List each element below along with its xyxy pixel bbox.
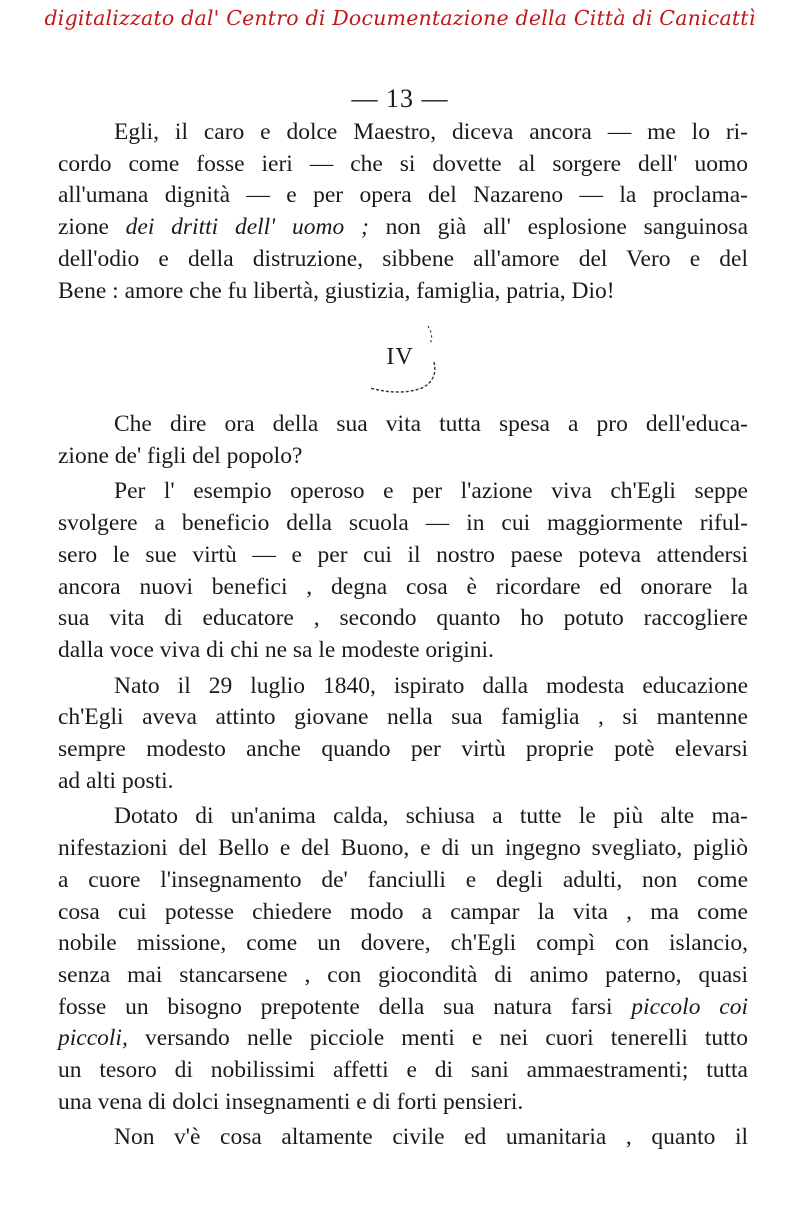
italic-phrase: piccoli, bbox=[58, 1025, 128, 1052]
text-line: cosa cui potesse chiedere modo a campar la vita , ma come bbox=[58, 898, 748, 925]
italic-phrase: piccolo coi bbox=[631, 993, 748, 1020]
text-line: all'umana dignità — e per opera del Nazareno — la proclama- bbox=[58, 182, 748, 209]
text-line: una vena di dolci insegnamenti e di forti pensieri. bbox=[58, 1088, 524, 1115]
text-line: ad alti posti. bbox=[58, 767, 174, 794]
text-line: fosse un bisogno prepotente della sua natura farsi piccolo coi bbox=[58, 993, 748, 1020]
text-line: Nato il 29 luglio 1840, ispirato dalla modesta educazione bbox=[114, 672, 748, 699]
text-line: nifestazioni del Bello e del Buono, e di un ingegno svegliato, pigliò bbox=[58, 835, 748, 862]
text-line: Non v'è cosa altamente civile ed umanitaria , quanto il bbox=[114, 1124, 748, 1151]
text-line: sua vita di educatore , secondo quanto ho potuto raccogliere bbox=[58, 605, 748, 632]
paragraph bbox=[58, 476, 748, 666]
italic-phrase: dei dritti dell' uomo ; bbox=[125, 214, 369, 241]
paragraph bbox=[58, 409, 748, 472]
body-text bbox=[58, 409, 748, 1154]
page-number: — 13 — bbox=[351, 84, 449, 113]
text-line: a cuore l'insegnamento de' fanciulli e degli adulti, non come bbox=[58, 866, 748, 893]
text-line: sempre modesto anche quando per virtù proprie potè elevarsi bbox=[58, 736, 748, 763]
text-line: Bene : amore che fu libertà, giustizia, famiglia, patria, Dio! bbox=[58, 277, 615, 304]
text-line: ancora nuovi benefici , degna cosa è ricordare ed onorare la bbox=[58, 573, 748, 600]
text-line: un tesoro di nobilissimi affetti e di sani ammaestramenti; tutta bbox=[58, 1057, 748, 1084]
text-line: nobile missione, come un dovere, ch'Egli compì con islancio, bbox=[58, 930, 748, 957]
paragraph bbox=[58, 801, 748, 1118]
section-heading: IV bbox=[386, 344, 414, 370]
text-line: sero le sue virtù — e per cui il nostro paese poteva attendersi bbox=[58, 541, 748, 568]
top-paragraph bbox=[58, 117, 748, 307]
watermark: digitalizzato dal' Centro di Documentazione della Città di Canicattì bbox=[44, 6, 756, 30]
text-line: zione de' figli del popolo? bbox=[58, 442, 303, 469]
text-line: dalla voce viva di chi ne sa le modeste origini. bbox=[58, 636, 494, 663]
text-line: senza mai stancarsene , con giocondità di animo paterno, quasi bbox=[58, 961, 748, 988]
text-line: ch'Egli aveva attinto giovane nella sua famiglia , si mantenne bbox=[58, 704, 748, 731]
text-line: zione dei dritti dell' uomo ; non già all' esplosione sanguinosa bbox=[58, 214, 749, 241]
text-line: piccoli, versando nelle picciole menti e nei cuori tenerelli tutto bbox=[58, 1025, 748, 1052]
paragraph bbox=[58, 1122, 748, 1154]
text-line: cordo come fosse ieri — che si dovette al sorgere dell' uomo bbox=[58, 150, 748, 177]
paragraph bbox=[58, 671, 748, 798]
text-line: Che dire ora della sua vita tutta spesa a pro dell'educa- bbox=[114, 411, 748, 437]
text-line: Dotato di un'anima calda, schiusa a tutte le più alte ma- bbox=[114, 803, 748, 830]
text-line: Per l' esempio operoso e per l'azione viva ch'Egli seppe bbox=[114, 478, 748, 505]
text-line: svolgere a beneficio della scuola — in cui maggiormente riful- bbox=[58, 510, 748, 537]
text-line: Egli, il caro e dolce Maestro, diceva ancora — me lo ri- bbox=[114, 119, 748, 145]
text-line: dell'odio e della distruzione, sibbene all'amore del Vero e del bbox=[58, 245, 748, 272]
